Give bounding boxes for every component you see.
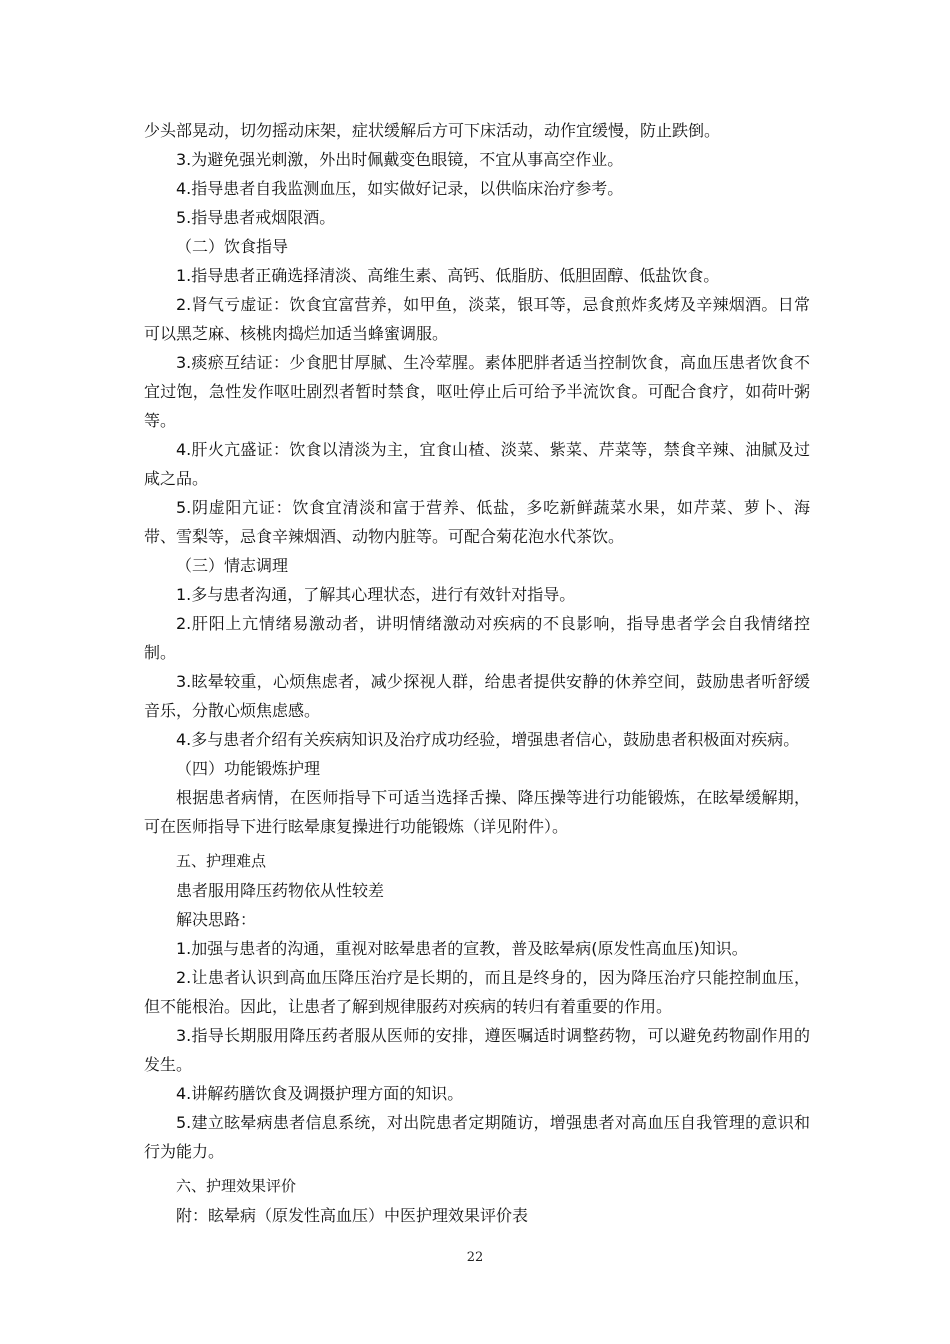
paragraph: 2.肾气亏虚证：饮食宜富营养，如甲鱼，淡菜，银耳等，忌食煎炸炙烤及辛辣烟酒。日常可以黑芝麻、核桃肉捣烂加适当蜂蜜调服。 (144, 295, 810, 343)
page-number: 22 (466, 1250, 484, 1265)
paragraph: 患者服用降压药物依从性较差 (176, 881, 385, 900)
paragraph: 2.让患者认识到高血压降压治疗是长期的，而且是终身的，因为降压治疗只能控制血压，但不能根治。因此，让患者了解到规律服药对疾病的转归有着重要的作用。 (144, 968, 810, 1016)
paragraph: 根据患者病情，在医师指导下可适当选择舌操、降压操等进行功能锻炼，在眩晕缓解期，可在医师指导下进行眩晕康复操进行功能锻炼（详见附件）。 (144, 788, 810, 836)
section-heading: 五、护理难点 (176, 852, 267, 870)
section-heading: 六、护理效果评价 (176, 1177, 297, 1195)
paragraph: 附：眩晕病（原发性高血压）中医护理效果评价表 (176, 1206, 529, 1225)
paragraph: 3.眩晕较重，心烦焦虑者，减少探视人群，给患者提供安静的休养空间，鼓励患者听舒缓音乐，分散心烦焦虑感。 (144, 672, 810, 720)
paragraph: 4.多与患者介绍有关疾病知识及治疗成功经验，增强患者信心，鼓励患者积极面对疾病。 (176, 730, 800, 749)
paragraph: 解决思路： (176, 910, 257, 929)
paragraph: 5.指导患者戒烟限酒。 (176, 208, 336, 227)
paragraph: 3.指导长期服用降压药者服从医师的安排，遵医嘱适时调整药物，可以避免药物副作用的发生。 (144, 1026, 810, 1074)
paragraph: 少头部晃动，切勿摇动床架，症状缓解后方可下床活动，动作宜缓慢，防止跌倒。 (144, 121, 721, 140)
paragraph: （四）功能锻炼护理 (176, 759, 321, 778)
paragraph: （二）饮食指导 (176, 237, 289, 256)
paragraph: 4.肝火亢盛证：饮食以清淡为主，宜食山楂、淡菜、紫菜、芹菜等，禁食辛辣、油腻及过咸之品。 (144, 440, 810, 488)
document-body (144, 116, 810, 1230)
paragraph: 5.阴虚阳亢证：饮食宜清淡和富于营养、低盐，多吃新鲜蔬菜水果，如芹菜、萝卜、海带、雪梨等，忌食辛辣烟酒、动物内脏等。可配合菊花泡水代茶饮。 (144, 498, 810, 546)
paragraph: 1.指导患者正确选择清淡、高维生素、高钙、低脂肪、低胆固醇、低盐饮食。 (176, 266, 720, 285)
paragraph: 2.肝阳上亢情绪易激动者，讲明情绪激动对疾病的不良影响，指导患者学会自我情绪控制。 (144, 614, 810, 662)
paragraph: 4.讲解药膳饮食及调摄护理方面的知识。 (176, 1084, 464, 1103)
paragraph: 4.指导患者自我监测血压，如实做好记录，以供临床治疗参考。 (176, 179, 624, 198)
paragraph: 1.多与患者沟通，了解其心理状态，进行有效针对指导。 (176, 585, 576, 604)
paragraph: 3.痰瘀互结证：少食肥甘厚腻、生冷荤腥。素体肥胖者适当控制饮食，高血压患者饮食不宜过饱，急性发作呕吐剧烈者暂时禁食，呕吐停止后可给予半流饮食。可配合食疗，如荷叶粥等。 (144, 353, 810, 430)
paragraph: 1.加强与患者的沟通，重视对眩晕患者的宣教，普及眩晕病(原发性高血压)知识。 (176, 939, 748, 958)
paragraph: 5.建立眩晕病患者信息系统，对出院患者定期随访，增强患者对高血压自我管理的意识和行为能力。 (144, 1113, 810, 1161)
paragraph: （三）情志调理 (176, 556, 289, 575)
paragraph: 3.为避免强光刺激，外出时佩戴变色眼镜，不宜从事高空作业。 (176, 150, 624, 169)
